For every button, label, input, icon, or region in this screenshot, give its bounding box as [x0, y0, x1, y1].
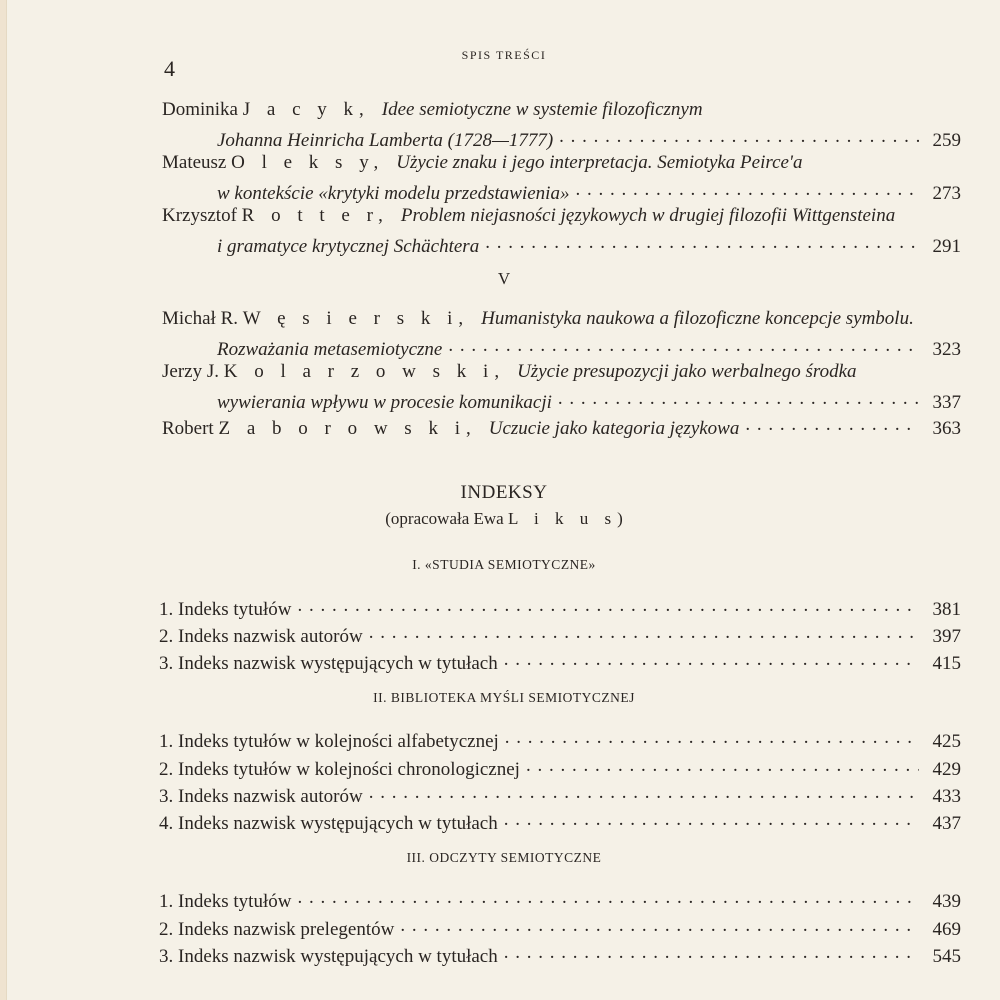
index-item-page: 469 [932, 919, 961, 940]
entry-page-number: 259 [932, 130, 961, 151]
author-last-name: R o t t e r, [241, 205, 389, 226]
toc-entry-line [217, 233, 961, 256]
entry-page-number: 323 [932, 339, 961, 360]
author-first-name: Mateusz [162, 152, 227, 173]
dot-leader [575, 180, 919, 199]
dot-leader [504, 943, 919, 962]
entry-title: Johanna Heinricha Lamberta (1728—1777) [217, 130, 554, 151]
editor-name: L i k u s [507, 509, 618, 528]
entry-title: Użycie presupozycji jako werbalnego środka [517, 361, 857, 382]
dot-leader [485, 233, 919, 252]
toc-entry-line [217, 336, 961, 359]
index-item [159, 756, 961, 779]
index-item-page: 433 [932, 786, 961, 807]
index-item-page: 545 [932, 946, 961, 967]
author-first-name: Michał R. [162, 308, 238, 329]
index-item [159, 810, 961, 833]
dot-leader [558, 389, 919, 408]
index-group-heading: III. ODCZYTY SEMIOTYCZNE [406, 850, 602, 865]
page-number: 4 [164, 56, 175, 81]
entry-title: wywierania wpływu w procesie komunikacji [217, 392, 552, 413]
entry-title: Humanistyka naukowa a filozoficzne koncepcje symbolu. [481, 308, 914, 329]
entry-title: i gramatyce krytycznej Schächtera [217, 236, 480, 257]
index-item [159, 623, 961, 646]
running-head: SPIS TREŚCI [461, 48, 547, 62]
dot-leader [559, 127, 919, 146]
dot-leader [505, 728, 919, 747]
index-item-page: 415 [932, 653, 961, 674]
author-first-name: Robert [162, 418, 214, 439]
index-item-label: 3. Indeks nazwisk występujących w tytułach [159, 653, 498, 674]
entry-page-number: 363 [932, 418, 961, 439]
section-heading: V [497, 269, 511, 288]
toc-entry-line [217, 389, 961, 412]
entry-title: Problem niejasności językowych w drugiej filozofii Wittgensteina [400, 205, 896, 226]
index-item-label: 2. Indeks tytułów w kolejności chronologicznej [159, 759, 520, 780]
toc-entry-line [162, 206, 895, 225]
dot-leader [297, 596, 919, 615]
author-last-name: K o l a r z o w s k i, [223, 361, 506, 382]
index-item [159, 783, 961, 806]
index-item-label: 4. Indeks nazwisk występujących w tytułach [159, 813, 498, 834]
author-last-name: J a c y k, [242, 99, 370, 120]
dot-leader [297, 888, 919, 907]
index-item [159, 728, 961, 751]
index-item-page: 425 [932, 731, 961, 752]
dot-leader [400, 916, 919, 935]
toc-entry-line [162, 309, 914, 328]
editor-suffix: ) [617, 509, 623, 528]
index-item [159, 888, 961, 911]
index-item-label: 2. Indeks nazwisk autorów [159, 626, 363, 647]
dot-leader [369, 783, 919, 802]
indexes-title: INDEKSY [460, 482, 548, 503]
index-item-page: 439 [932, 891, 961, 912]
index-group-heading: I. «STUDIA SEMIOTYCZNE» [412, 557, 596, 572]
toc-entry-line [217, 180, 961, 203]
toc-entry-line [162, 100, 703, 119]
index-item-label: 1. Indeks tytułów w kolejności alfabetycznej [159, 731, 499, 752]
toc-entry-line [162, 153, 803, 172]
index-item [159, 916, 961, 939]
index-item-page: 429 [932, 759, 961, 780]
author-last-name: Z a b o r o w s k i, [218, 418, 477, 439]
toc-entry-line [162, 362, 857, 381]
entry-title: Rozważania metasemiotyczne [217, 339, 443, 360]
author-first-name: Dominika [162, 99, 238, 120]
dot-leader [369, 623, 919, 642]
dot-leader [526, 756, 919, 775]
index-item [159, 596, 961, 619]
index-item-label: 1. Indeks tytułów [159, 891, 292, 912]
entry-title: Uczucie jako kategoria językowa [488, 418, 740, 439]
author-first-name: Jerzy J. [162, 361, 219, 382]
entry-page-number: 273 [932, 183, 961, 204]
index-item-page: 381 [932, 599, 961, 620]
entry-page-number: 291 [932, 236, 961, 257]
author-last-name: O l e k s y, [231, 152, 385, 173]
index-item-page: 397 [932, 626, 961, 647]
toc-entry-line [217, 127, 961, 150]
author-last-name: W ę s i e r s k i, [242, 308, 470, 329]
index-item-label: 3. Indeks nazwisk występujących w tytułach [159, 946, 498, 967]
book-page [6, 0, 1000, 1000]
dot-leader [504, 650, 919, 669]
toc-entry-line [162, 415, 961, 438]
entry-title: Użycie znaku i jego interpretacja. Semiotyka Peirce'a [396, 152, 803, 173]
entry-title: Idee semiotyczne w systemie filozoficznym [381, 99, 703, 120]
index-item-label: 3. Indeks nazwisk autorów [159, 786, 363, 807]
dot-leader [448, 336, 919, 355]
index-group-heading: II. BIBLIOTEKA MYŚLI SEMIOTYCZNEJ [373, 690, 635, 705]
index-item [159, 650, 961, 673]
dot-leader [745, 415, 919, 434]
index-item-page: 437 [932, 813, 961, 834]
author-first-name: Krzysztof [162, 205, 237, 226]
entry-title: w kontekście «krytyki modelu przedstawienia» [217, 183, 570, 204]
index-item [159, 943, 961, 966]
editor-prefix: (opracowała Ewa [385, 509, 504, 528]
dot-leader [504, 810, 919, 829]
index-item-label: 2. Indeks nazwisk prelegentów [159, 919, 395, 940]
index-item-label: 1. Indeks tytułów [159, 599, 292, 620]
indexes-editor-line [7, 509, 1000, 529]
entry-page-number: 337 [932, 392, 961, 413]
